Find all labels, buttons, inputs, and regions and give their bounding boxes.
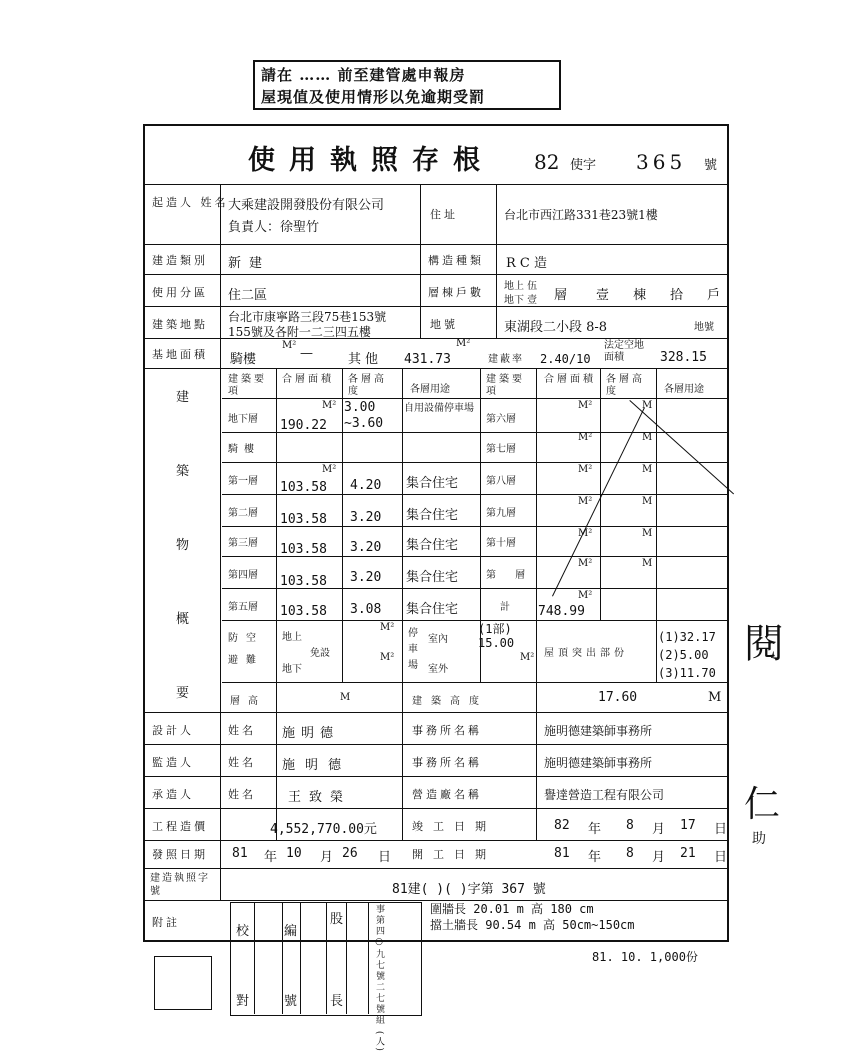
other-unit: M² bbox=[456, 338, 471, 349]
parking-unit: M² bbox=[520, 652, 535, 663]
arcade-unit: M² bbox=[282, 340, 297, 351]
side-label-1: 建 bbox=[176, 390, 190, 405]
sign-c4: 長 bbox=[330, 994, 344, 1009]
designer-label: 設計人 bbox=[152, 724, 194, 737]
row-name: 第五層 bbox=[228, 602, 258, 613]
rule bbox=[143, 274, 729, 275]
rule bbox=[143, 244, 729, 245]
rule bbox=[254, 902, 255, 1014]
row-name: 第四層 bbox=[228, 570, 258, 581]
open-label: 法定空地面積 bbox=[604, 340, 644, 363]
rule bbox=[143, 184, 729, 185]
license-suffix: 號 bbox=[704, 158, 718, 173]
start-year: 81 bbox=[554, 846, 570, 861]
unit-m2: M² bbox=[578, 496, 593, 507]
address-value: 台北市西江路331巷23號1樓 bbox=[504, 208, 658, 222]
seal-box bbox=[154, 956, 212, 1010]
unit-m2: M² bbox=[578, 558, 593, 569]
land-area-label: 基地面積 bbox=[152, 348, 208, 361]
row-name: 騎樓 bbox=[228, 444, 260, 455]
structure-label: 構造種類 bbox=[428, 254, 484, 267]
right-row-name: 計 bbox=[500, 602, 510, 613]
rule bbox=[368, 902, 369, 1014]
open-value: 328.15 bbox=[660, 350, 707, 365]
right-row-name: 第六層 bbox=[486, 414, 516, 425]
license-word: 使字 bbox=[570, 158, 597, 173]
row-area: 190.22 bbox=[280, 418, 327, 433]
issue-label: 發照日期 bbox=[152, 848, 208, 861]
hdr-height: 各層高度 bbox=[348, 374, 387, 397]
notice-stamp bbox=[253, 60, 561, 110]
rule bbox=[222, 620, 729, 621]
ratio-value: 2.40/10 bbox=[540, 352, 591, 366]
lot-suffix: 地號 bbox=[694, 322, 714, 333]
building-height-value: 17.60 bbox=[598, 690, 638, 705]
row-area: 103.58 bbox=[280, 604, 327, 619]
supervisor-name: 施明德 bbox=[282, 758, 352, 773]
shelter-above: 地上 bbox=[282, 632, 302, 643]
applicant-company: 大乘建設開發股份有限公司 bbox=[228, 198, 385, 213]
shelter-below: 地下 bbox=[282, 664, 302, 675]
row-area: 103.58 bbox=[280, 574, 327, 589]
shelter-text: 免設 bbox=[310, 648, 330, 659]
finish-label: 竣工日期 bbox=[412, 820, 496, 833]
hdr-item-right: 建築要項 bbox=[486, 374, 525, 397]
address-label: 住址 bbox=[430, 208, 458, 221]
start-month: 8 bbox=[626, 846, 634, 861]
row-use: 自用設備停車場 bbox=[404, 403, 474, 414]
rule bbox=[143, 712, 729, 713]
rule bbox=[402, 368, 403, 840]
contractor-label: 承造人 bbox=[152, 788, 194, 801]
rule bbox=[222, 462, 729, 463]
roof-v2: (2)5.00 bbox=[658, 648, 709, 662]
parking-outdoor: 室外 bbox=[428, 664, 448, 675]
issue-month-word: 月 bbox=[320, 850, 334, 865]
rule bbox=[346, 902, 347, 1014]
row-use: 集合住宅 bbox=[406, 476, 459, 491]
rule bbox=[326, 902, 327, 1014]
rule bbox=[420, 184, 421, 338]
right-row-name: 第十層 bbox=[486, 538, 516, 549]
floors-layer-word: 層 bbox=[554, 288, 568, 303]
row-use: 集合住宅 bbox=[406, 570, 459, 585]
rule bbox=[143, 306, 729, 307]
rule bbox=[143, 868, 729, 869]
start-year-word: 年 bbox=[588, 850, 602, 865]
rule bbox=[222, 682, 729, 683]
designer-office-label: 事務所名稱 bbox=[412, 724, 482, 737]
floors-buildings: 壹 棟 bbox=[596, 288, 657, 303]
designer-name: 施明德 bbox=[282, 726, 340, 741]
row-height: 3.20 bbox=[350, 510, 382, 525]
supervisor-office: 施明德建築師事務所 bbox=[544, 756, 653, 770]
site-line1: 台北市康寧路三段75巷153號 bbox=[228, 310, 387, 324]
sign-c2: 編 bbox=[284, 924, 298, 939]
lot-value: 東湖段二小段 8-8 bbox=[504, 320, 608, 335]
start-day-word: 日 bbox=[714, 850, 728, 865]
side-label-3: 物 bbox=[176, 538, 190, 553]
shelter-unit: M² bbox=[380, 652, 395, 663]
rule bbox=[143, 776, 729, 777]
build-type-value: 新建 bbox=[228, 256, 271, 271]
building-height-label: 建築高度 bbox=[412, 696, 488, 707]
start-day: 21 bbox=[680, 846, 696, 861]
rule bbox=[656, 368, 657, 682]
unit-m: M bbox=[642, 528, 653, 539]
rule bbox=[536, 368, 537, 840]
rule bbox=[282, 902, 283, 1014]
floor-height-unit: M bbox=[340, 692, 351, 703]
designer-name-label: 姓名 bbox=[228, 724, 256, 737]
sign-c5: 對 bbox=[236, 994, 250, 1009]
finish-day: 17 bbox=[680, 818, 696, 833]
right-row-name: 第七層 bbox=[486, 444, 516, 455]
side-label-5: 要 bbox=[176, 686, 190, 701]
cost-label: 工程造價 bbox=[152, 820, 208, 833]
sign-c1: 校 bbox=[236, 924, 250, 939]
notes-line1: 圍牆長 20.01 m 高 180 cm bbox=[430, 902, 594, 916]
arcade-value: — bbox=[300, 346, 313, 361]
row-height: 3.20 bbox=[350, 570, 382, 585]
applicant-person: 負責人：徐聖竹 bbox=[228, 220, 320, 235]
rule bbox=[300, 902, 301, 1014]
start-month-word: 月 bbox=[652, 850, 666, 865]
row-name: 第三層 bbox=[228, 538, 258, 549]
roof-v3: (3)11.70 bbox=[658, 666, 716, 680]
right-row-name: 第 層 bbox=[486, 570, 534, 581]
row-height: 3.00 ~3.60 bbox=[344, 400, 384, 431]
row-name: 地下層 bbox=[228, 414, 258, 425]
margin-char: 仁 bbox=[744, 784, 781, 825]
other-value: 431.73 bbox=[404, 352, 451, 367]
finish-year: 82 bbox=[554, 818, 570, 833]
contractor-name-label: 姓名 bbox=[228, 788, 256, 801]
row-use: 集合住宅 bbox=[406, 602, 459, 617]
rule bbox=[342, 368, 343, 682]
right-row-name: 第八層 bbox=[486, 476, 516, 487]
floors-label: 層棟戶數 bbox=[428, 286, 484, 299]
hdr-use-right: 各層用途 bbox=[664, 384, 704, 395]
build-type-label: 建造類別 bbox=[152, 254, 208, 267]
zone-value: 住二區 bbox=[228, 288, 268, 303]
roof-label: 屋頂突出部份 bbox=[544, 648, 628, 659]
floors-below: 地下 壹 bbox=[504, 295, 538, 306]
row-height: 3.20 bbox=[350, 540, 382, 555]
unit-m: M bbox=[642, 464, 653, 475]
permit-value: 81建( )( )字第 367 號 bbox=[392, 882, 546, 897]
total-area: 748.99 bbox=[538, 604, 585, 619]
floors-above: 地上 伍 bbox=[504, 281, 538, 292]
sign-c3: 股 bbox=[330, 912, 344, 927]
floor-height-label: 層高 bbox=[230, 696, 266, 707]
site-line2: 155號及各附一二三四五樓 bbox=[228, 325, 371, 339]
finish-year-word: 年 bbox=[588, 822, 602, 837]
unit-m: M bbox=[642, 496, 653, 507]
hdr-height-right: 各層高度 bbox=[606, 374, 645, 397]
margin-char: 助 bbox=[752, 831, 766, 847]
issue-year: 81 bbox=[232, 846, 248, 861]
contractor-office: 譽達營造工程有限公司 bbox=[544, 788, 665, 802]
zone-label: 使用分區 bbox=[152, 286, 208, 299]
shelter-unit: M² bbox=[380, 622, 395, 633]
finish-day-word: 日 bbox=[714, 822, 728, 837]
parking-indoor: 室內 bbox=[428, 634, 448, 645]
supervisor-name-label: 姓名 bbox=[228, 756, 256, 769]
rule bbox=[143, 840, 729, 841]
rule bbox=[143, 368, 729, 369]
rule bbox=[276, 368, 277, 840]
finish-month: 8 bbox=[626, 818, 634, 833]
contractor-name: 王致榮 bbox=[288, 790, 352, 805]
cost-value: 4,552,770.00元 bbox=[270, 822, 377, 837]
unit-m2: M² bbox=[578, 464, 593, 475]
applicant-label: 起造人 姓名 bbox=[152, 196, 229, 209]
ratio-label: 建蔽率 bbox=[488, 354, 524, 365]
issue-month: 10 bbox=[286, 846, 302, 861]
contractor-office-label: 營造廠名稱 bbox=[412, 788, 482, 801]
rule bbox=[143, 808, 729, 809]
floors-households: 拾 戶 bbox=[670, 288, 731, 303]
license-number: 365 bbox=[636, 150, 687, 174]
parking-indoor-value: (1部) 15.00 bbox=[478, 622, 515, 650]
row-use: 集合住宅 bbox=[406, 538, 459, 553]
issue-day-word: 日 bbox=[378, 850, 392, 865]
notes-line2: 擋土牆長 90.54 m 高 50cm~150cm bbox=[430, 918, 635, 932]
unit-m2: M² bbox=[578, 400, 593, 411]
start-label: 開工日期 bbox=[412, 848, 496, 861]
issue-day: 26 bbox=[342, 846, 358, 861]
designer-office: 施明德建築師事務所 bbox=[544, 724, 653, 738]
row-name: 第一層 bbox=[228, 476, 258, 487]
side-label-4: 概 bbox=[176, 612, 190, 627]
notes-stamp-text: 事第四○九七號二七號組 (人) bbox=[374, 904, 384, 1053]
other-label: 其他 bbox=[348, 352, 383, 367]
row-area: 103.58 bbox=[280, 480, 327, 495]
row-height: 3.08 bbox=[350, 602, 382, 617]
notice-line-1: 請在 …… 前至建管處申報房 bbox=[261, 66, 466, 84]
supervisor-office-label: 事務所名稱 bbox=[412, 756, 482, 769]
roof-v1: (1)32.17 bbox=[658, 630, 716, 644]
rule bbox=[220, 184, 221, 900]
unit-m: M bbox=[642, 432, 653, 443]
site-label: 建築地點 bbox=[152, 318, 208, 331]
row-use: 集合住宅 bbox=[406, 508, 459, 523]
building-height-unit: M bbox=[708, 690, 722, 705]
parking-label: 停車場 bbox=[408, 628, 418, 671]
page-title: 使用執照存根 bbox=[248, 145, 494, 176]
row-height: 4.20 bbox=[350, 478, 382, 493]
unit-m2: M² bbox=[578, 432, 593, 443]
row-area: 103.58 bbox=[280, 542, 327, 557]
sign-c6: 號 bbox=[284, 994, 298, 1009]
unit-m2: M² bbox=[578, 590, 593, 601]
right-row-name: 第九層 bbox=[486, 508, 516, 519]
permit-label: 建造執照字號 bbox=[150, 873, 210, 897]
issue-year-word: 年 bbox=[264, 850, 278, 865]
shelter-label: 防空避難 bbox=[228, 633, 264, 666]
rule bbox=[496, 184, 497, 338]
supervisor-label: 監造人 bbox=[152, 756, 194, 769]
structure-value: R C 造 bbox=[506, 256, 547, 271]
unit-m: M bbox=[642, 400, 653, 411]
hdr-use: 各層用途 bbox=[410, 384, 450, 395]
row-unit: M² bbox=[322, 464, 337, 475]
arcade-label: 騎樓 bbox=[230, 352, 257, 367]
hdr-area: 合層面積 bbox=[282, 374, 334, 385]
hdr-item: 建築要項 bbox=[228, 374, 267, 397]
rule bbox=[222, 398, 729, 399]
notes-label: 附註 bbox=[152, 916, 180, 929]
license-year: 82 bbox=[534, 150, 560, 174]
row-unit: M² bbox=[322, 400, 337, 411]
unit-m2: M² bbox=[578, 528, 593, 539]
side-label-2: 築 bbox=[176, 464, 190, 479]
hdr-area-right: 合層面積 bbox=[544, 374, 596, 385]
unit-m: M bbox=[642, 558, 653, 569]
notice-line-2: 屋現值及使用情形以免逾期受罰 bbox=[261, 88, 486, 106]
row-area: 103.58 bbox=[280, 512, 327, 527]
lot-label: 地號 bbox=[430, 318, 458, 331]
finish-month-word: 月 bbox=[652, 822, 666, 837]
row-name: 第二層 bbox=[228, 508, 258, 519]
footer-print-note: 81. 10. 1,000份 bbox=[592, 950, 698, 964]
rule bbox=[143, 744, 729, 745]
margin-char: 閱 bbox=[744, 621, 784, 667]
